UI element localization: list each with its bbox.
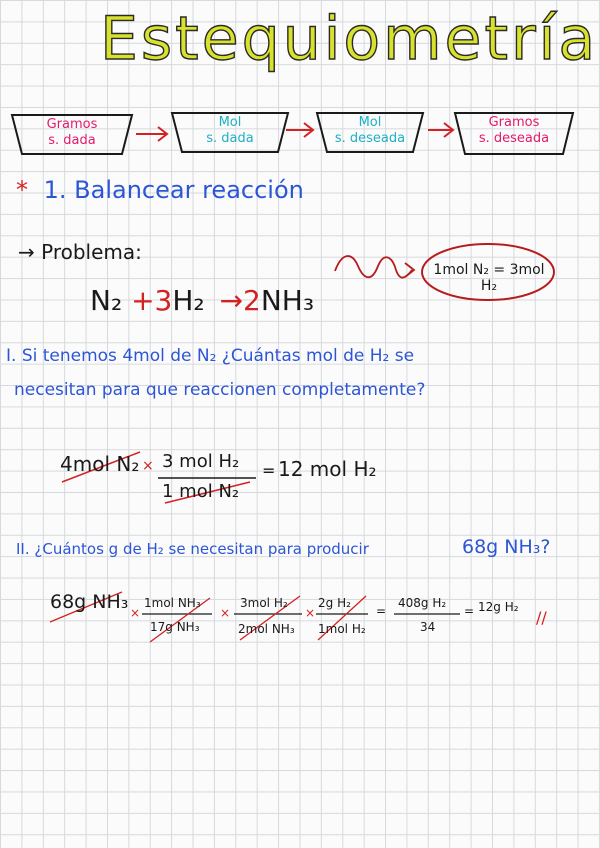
calc2-start: 68g NH₃ — [50, 591, 129, 613]
flow-arrow-2 — [286, 123, 313, 137]
calc2-equals-1: = — [376, 604, 387, 618]
ratio-note: 1mol N₂ = 3mol H₂ — [433, 262, 545, 294]
question-1-line2: necesitan para que reaccionen completamente? — [14, 380, 426, 400]
page-title: Estequiometría — [100, 4, 599, 74]
calc2-f2-num: 3mol H₂ — [240, 596, 288, 610]
coef-nh3: 2 — [243, 284, 261, 317]
step-1-text: 1. Balancear reacción — [43, 176, 304, 204]
plus-sign: + — [131, 284, 155, 317]
question-2-text: II. ¿Cuántos g de H₂ se necesitan para producir — [16, 540, 369, 558]
flow-box-3-line1: Mol — [358, 115, 382, 130]
calc2-equals-2: = — [464, 604, 475, 618]
calc2-f3-num: 2g H₂ — [318, 596, 351, 610]
calc2-times-3: × — [305, 606, 316, 620]
flow-box-3 — [324, 115, 416, 147]
flow-arrow-3 — [428, 123, 453, 137]
question-1-line1: I. Si tenemos 4mol de N₂ ¿Cuántas mol de H₂ se — [6, 346, 415, 366]
calc2-f3-den: 1mol H₂ — [318, 622, 366, 636]
calc1-times: × — [142, 458, 154, 474]
flow-box-2-line1: Mol — [218, 115, 242, 130]
wavy-arrow — [335, 256, 412, 278]
calc2-final: 12g H₂ — [478, 600, 519, 614]
flow-box-4-line2: s. deseada — [478, 131, 550, 146]
flow-box-4 — [462, 115, 566, 147]
calc1-equals: = — [262, 461, 276, 480]
product-nh3: NH₃ — [260, 284, 315, 317]
reactant-h2: H₂ — [172, 284, 205, 317]
reactant-n2: N₂ — [90, 284, 123, 317]
flow-box-2 — [182, 115, 278, 147]
flow-box-2-line2: s. dada — [206, 131, 254, 146]
flow-box-3-line2: s. deseada — [334, 131, 406, 146]
reaction-arrow: → — [219, 284, 244, 317]
calc2-end-mark: // — [536, 608, 547, 627]
calc1-result: 12 mol H₂ — [278, 457, 377, 481]
reaction-equation — [90, 284, 314, 317]
calc2-f1-num: 1mol NH₃ — [144, 596, 201, 610]
calc2-times-1: × — [130, 606, 141, 620]
calc2-f2-den: 2mol NH₃ — [238, 622, 295, 636]
calc2-times-2: × — [220, 606, 231, 620]
calc2-result-num: 408g H₂ — [398, 596, 447, 610]
question-2-amount: 68g NH₃? — [462, 536, 551, 558]
calc1-numerator: 3 mol H₂ — [162, 451, 240, 472]
calc2-result-den: 34 — [420, 620, 436, 634]
flow-box-1 — [22, 117, 122, 149]
calc1-denominator: 1 mol N₂ — [162, 481, 240, 502]
coef-h2: 3 — [154, 284, 173, 317]
step-1-marker: * — [16, 176, 28, 204]
calc1-start: 4mol N₂ — [60, 452, 140, 476]
flow-box-1-line2: s. dada — [48, 133, 96, 148]
flow-box-1-line1: Gramos — [46, 117, 98, 132]
problem-label: → Problema: — [18, 240, 142, 264]
flow-box-4-line1: Gramos — [488, 115, 540, 130]
step-1 — [16, 176, 304, 204]
calc2-f1-den: 17g NH₃ — [150, 620, 200, 634]
wavy-arrow-head — [405, 263, 414, 277]
flow-arrow-1 — [136, 127, 167, 141]
